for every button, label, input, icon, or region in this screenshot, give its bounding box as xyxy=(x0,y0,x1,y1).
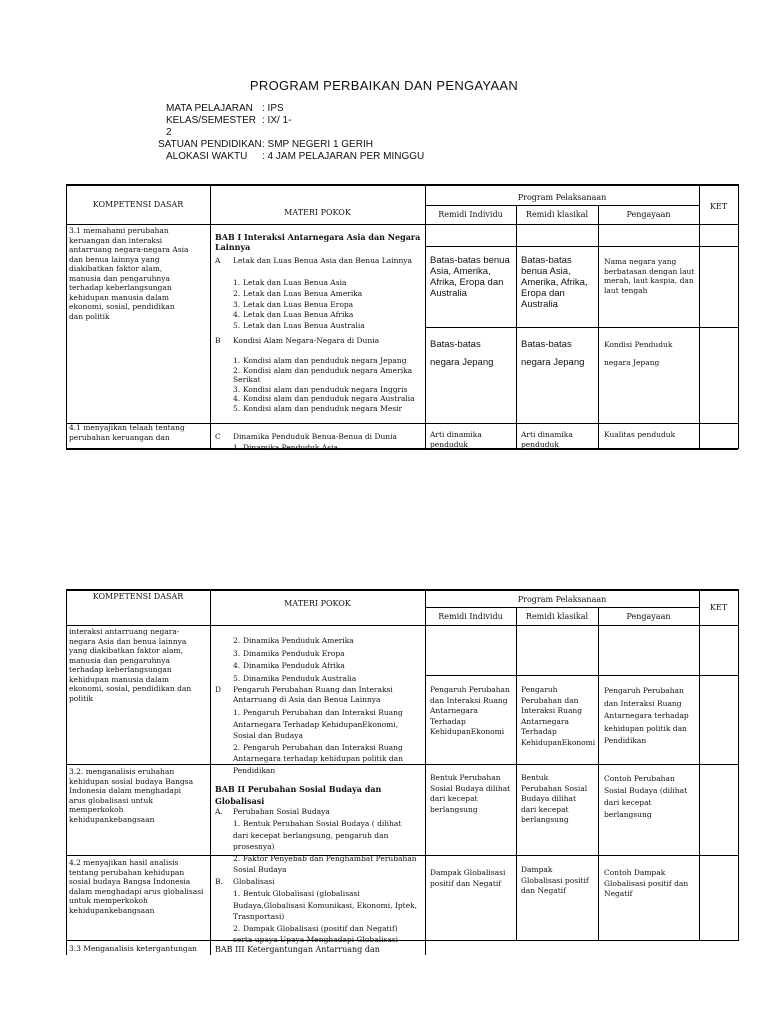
remidi-klasikal-a: Bentuk Perubahan Sosial Budaya dilihat dari kecepat berlangsung xyxy=(521,773,588,824)
list-item: 2. Letak dan Luas Benua Amerika xyxy=(233,288,363,298)
list-item: 3. Letak dan Luas Benua Eropa xyxy=(233,299,354,309)
kd-4-1: 4.1 menyajikan telaah tentang perubahan keruangan dan xyxy=(69,423,185,442)
section-c-list-cont xyxy=(233,635,423,685)
list-item: 2. Faktor Penyebab dan Penghambat Perubahan Sosial Budaya xyxy=(233,853,417,874)
header-ket: KET xyxy=(709,603,728,612)
section-a-text: Perubahan Sosial Budaya xyxy=(233,807,330,816)
header-remidi-individu: Remidi Individu xyxy=(438,210,503,219)
list-item: 1. Dinamika Penduduk Asia xyxy=(233,443,338,452)
header-program: Program Pelaksanaan xyxy=(517,595,607,604)
header-pengayaan: Pengayaan xyxy=(626,612,671,621)
list-item: 1. Pengaruh Perubahan dan Interaksi Ruang Antarnegara Terhadap KehidupanEkonomi, Sosial dan Budaya xyxy=(233,708,403,740)
section-a-text: Letak dan Luas Benua Asia dan Benua Lainnya xyxy=(233,256,412,265)
header-remidi-klasikal: Remidi klasikal xyxy=(525,210,589,219)
bab-3-title: BAB III Ketergantungan Antarruang dan xyxy=(215,945,380,954)
header-remidi-individu: Remidi Individu xyxy=(438,612,503,621)
section-a-label: A xyxy=(215,256,221,265)
remidi-klasikal-2: Batas-batas negara Jepang xyxy=(521,339,585,368)
pengayaan-3: Kualitas penduduk xyxy=(604,430,676,439)
section-b-label: B. xyxy=(215,877,223,886)
meta-satuan-value: : SMP NEGERI 1 GERIH xyxy=(262,139,373,150)
remidi-klasikal-3: Arti dinamika penduduk xyxy=(521,430,573,449)
list-item: 4. Kondisi alam dan penduduk negara Australia xyxy=(233,394,415,404)
kd-3-1: 3.1 memahami perubahan keruangan dan interaksi antarruang negara-negara Asia dan benua lainnya yang diakibatkan faktor alam, manusia dan pengaruhnya terhadap keberlangsungan kehidupan manusia dalam ekonomi, sosial, pendidikan dan politik xyxy=(69,226,189,321)
list-item: 4. Letak dan Luas Benua Afrika xyxy=(233,310,354,320)
list-item: 1. Kondisi alam dan penduduk negara Jepang xyxy=(233,356,407,365)
section-b-label: B xyxy=(215,336,221,345)
list-item: 1. Bentuk Perubahan Sosial Budaya ( dilihat dari kecepat berlangsung, pengaruh dan prosesnya) xyxy=(233,819,402,851)
section-a-label: A. xyxy=(215,807,223,816)
meta-alokasi-value: : 4 JAM PELAJARAN PER MINGGU xyxy=(262,151,425,162)
header-program: Program Pelaksanaan xyxy=(517,193,607,202)
header-ket: KET xyxy=(709,202,728,211)
list-item: 2. Pengaruh Perubahan dan Interaksi Ruang Antarnegara terhadap kehidupan politik dan Pendidikan xyxy=(233,742,403,775)
section-b-text: Globalisasi xyxy=(233,877,275,886)
section-d-label: D xyxy=(215,685,222,694)
section-c-text: Dinamika Penduduk Benua-Benua di Dunia xyxy=(233,432,398,441)
bab-1-title: BAB I Interaksi Antarnegara Asia dan Negara Lainnya xyxy=(215,232,421,252)
meta-kelas-value: : IX/ 1- xyxy=(262,115,292,126)
meta-kelas-cont: 2 xyxy=(166,127,172,138)
list-item: 5. Dinamika Penduduk Australia xyxy=(233,673,357,683)
list-item: 4. Dinamika Penduduk Afrika xyxy=(233,661,345,670)
remidi-individu-3: Arti dinamika penduduk xyxy=(430,430,482,449)
remidi-klasikal-d: Pengaruh Perubahan dan Interaksi Ruang Antarnegara Terhadap KehidupanEkonomi xyxy=(521,685,596,747)
meta-mapel-label: MATA PELAJARAN xyxy=(166,103,253,114)
list-item: 2. Kondisi alam dan penduduk negara Amerika Serikat xyxy=(233,365,413,385)
header-pengayaan: Pengayaan xyxy=(626,210,671,219)
pengayaan-1: Nama negara yang berbatasan dengan laut merah, laut kaspia, dan laut tengah xyxy=(604,257,695,295)
remidi-individu-2: Batas-batas negara Jepang xyxy=(430,339,494,368)
header-kompetensi: KOMPETENSI DASAR xyxy=(92,200,184,209)
list-item: 5. Letak dan Luas Benua Australia xyxy=(233,321,365,331)
meta-alokasi-label: ALOKASI WAKTU xyxy=(166,151,248,162)
section-d-text: Pengaruh Perubahan Ruang dan Interaksi Antarruang di Asia dan Benua Lainnya xyxy=(233,685,393,704)
list-item: 3. Dinamika Penduduk Eropa xyxy=(233,648,345,658)
list-item: 2. Dampak Globalisasi (positif dan Negatif) serta upaya Upaya Menghadapi Globalisasi xyxy=(233,923,399,944)
meta-mapel-value: : IPS xyxy=(262,103,284,114)
pengayaan-d: Pengaruh Perubahan dan Interaksi Ruang Antarnegara terhadap kehidupan politik dan Pendidikan xyxy=(604,686,689,745)
section-a-list xyxy=(233,818,418,876)
pengayaan-b: Contoh Dampak Globalisasi positif dan Negatif xyxy=(604,868,689,898)
kd-3-3: 3.3 Menganalisis ketergantungan xyxy=(69,944,198,953)
remidi-individu-d: Pengaruh Perubahan dan Interaksi Ruang Antarnegara Terhadap KehidupanEkonomi xyxy=(430,685,510,736)
meta-satuan-label: SATUAN PENDIDIKAN xyxy=(158,139,262,150)
meta-kelas-label: KELAS/SEMESTER xyxy=(166,115,257,126)
bab-2-title: BAB II Perubahan Sosial Budaya dan Globalisasi xyxy=(215,784,382,806)
pengayaan-a: Contoh Perubahan Sosial Budaya (dilihat dari kecepat berlangsung xyxy=(604,774,688,819)
remidi-individu-a: Bentuk Perubahan Sosial Budaya dilihat dari kecepat berlangsung xyxy=(430,773,511,814)
section-c-label: C xyxy=(215,432,221,441)
remidi-klasikal-1: Batas-batas benua Asia, Amerika, Afrika, Eropa dan Australia xyxy=(521,255,588,310)
remidi-individu-b: Dampak Globalisasi positif dan Negatif xyxy=(430,868,506,888)
pengayaan-2: Kondisi Penduduk negara Jepang xyxy=(604,340,673,367)
page-title: PROGRAM PERBAIKAN DAN PENGAYAAN xyxy=(249,78,519,93)
section-b-text: Kondisi Alam Negara-Negara di Dunia xyxy=(233,336,380,345)
list-item: 1. Bentuk Globalisasi (globalisasi Budaya,Globalisasi Komunikasi, Ekonomi, Iptek, Trasnportasi) xyxy=(233,889,418,921)
kd-3-1-cont: interaksi antarruang negara-negara Asia dan benua lainnya yang diakibatkan faktor alam, manusia dan pengaruhnya terhadap keberlangsungan kehidupan manusia dalam ekonomi, sosial, pendidikan dan politik xyxy=(69,627,192,703)
section-b-list xyxy=(233,888,418,946)
list-item: 5. Kondisi alam dan penduduk negara Mesir xyxy=(233,403,403,413)
list-item: 2. Dinamika Penduduk Amerika xyxy=(233,636,354,645)
list-item: 3. Kondisi alam dan penduduk negara Inggris xyxy=(233,384,408,394)
kd-3-2: 3.2. menganalisis erubahan kehidupan sosial budaya Bangsa Indonesia dalam menghadapi arus globalisasi untuk memperkokoh kehidupankebangsaan xyxy=(69,767,194,824)
header-materi: MATERI POKOK xyxy=(284,599,351,608)
kd-4-2: 4.2 menyajikan hasil analisis tentang perubahan kehidupan sosial budaya Bangsa Indonesia dalam menghadapi arus globalisasi untuk memperkokoh kehidupankebangsaan xyxy=(69,858,204,915)
header-remidi-klasikal: Remidi klasikal xyxy=(525,612,589,621)
remidi-klasikal-b: Dampak Globalisasi positif dan Negatif xyxy=(521,865,589,895)
list-item: 1. Letak dan Luas Benua Asia xyxy=(233,278,347,287)
section-d-list xyxy=(233,707,421,776)
header-kompetensi: KOMPETENSI DASAR xyxy=(92,592,184,601)
remidi-individu-1: Batas-batas benua Asia, Amerika, Afrika, Eropa dan Australia xyxy=(430,255,510,299)
header-materi: MATERI POKOK xyxy=(284,208,351,217)
